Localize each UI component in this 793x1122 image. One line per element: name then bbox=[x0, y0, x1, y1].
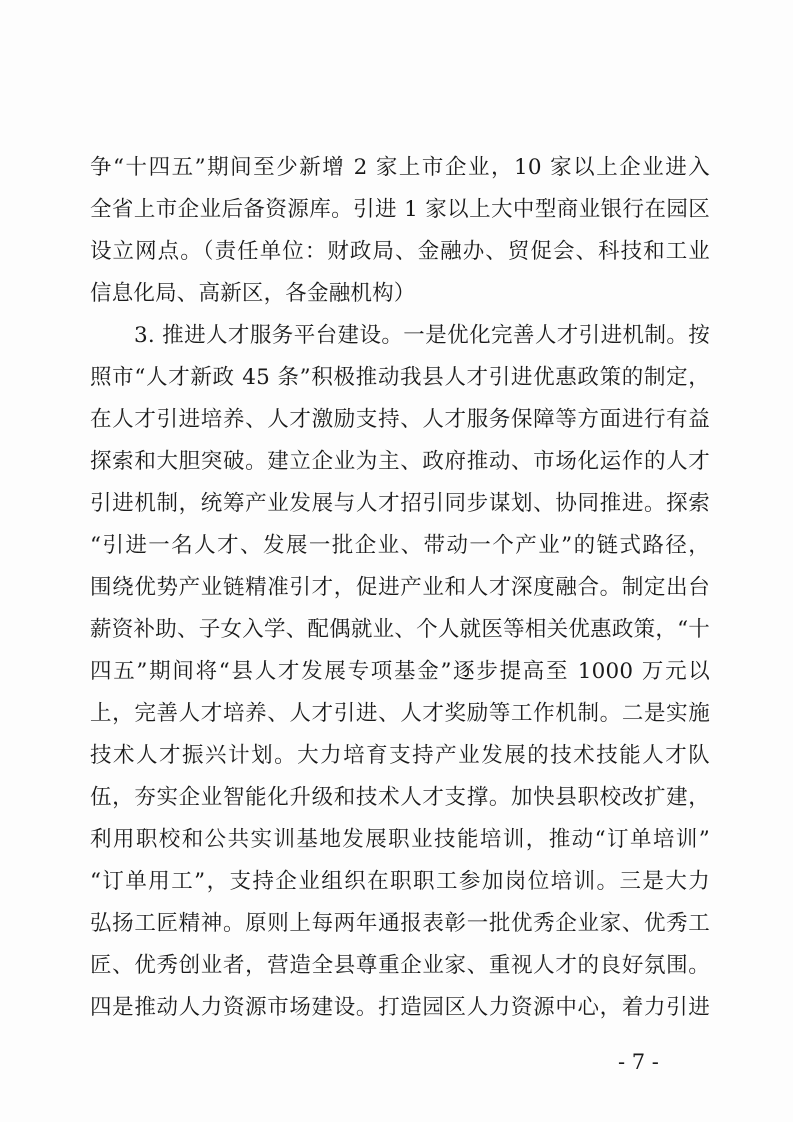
section-heading-line: 3. 推进人才服务平台建设。一是优化完善人才引进机制。按 bbox=[134, 323, 710, 348]
body-text-line: 四是推动人力资源市场建设。打造园区人力资源中心，着力引进 bbox=[90, 995, 710, 1020]
body-text-line: “订单用工”，支持企业组织在职职工参加岗位培训。三是大力 bbox=[90, 869, 710, 894]
body-text-line: 照市“人才新政 45 条”积极推动我县人才引进优惠政策的制定， bbox=[90, 365, 710, 390]
body-text-line: 薪资补助、子女入学、配偶就业、个人就医等相关优惠政策，“十 bbox=[90, 617, 710, 642]
body-text-line: 在人才引进培养、人才激励支持、人才服务保障等方面进行有益 bbox=[90, 407, 710, 432]
body-text-line: 设立网点。（责任单位：财政局、金融办、贸促会、科技和工业 bbox=[90, 239, 710, 264]
body-text-line: 争“十四五”期间至少新增 2 家上市企业，10 家以上企业进入 bbox=[90, 155, 710, 180]
body-text-line: 全省上市企业后备资源库。引进 1 家以上大中型商业银行在园区 bbox=[90, 197, 710, 222]
body-text-line: 四五”期间将“县人才发展专项基金”逐步提高至 1000 万元以 bbox=[90, 659, 710, 684]
body-text-line: 信息化局、高新区，各金融机构） bbox=[90, 281, 416, 306]
body-text-line: 弘扬工匠精神。原则上每两年通报表彰一批优秀企业家、优秀工 bbox=[90, 911, 710, 936]
body-text-line: 利用职校和公共实训基地发展职业技能培训，推动“订单培训” bbox=[90, 827, 710, 852]
body-text-line: 匠、优秀创业者，营造全县尊重企业家、重视人才的良好氛围。 bbox=[90, 953, 710, 978]
body-text-line: 伍，夯实企业智能化升级和技术人才支撑。加快县职校改扩建， bbox=[90, 785, 710, 810]
body-text-line: 探索和大胆突破。建立企业为主、政府推动、市场化运作的人才 bbox=[90, 449, 710, 474]
page-number: - 7 - bbox=[618, 1050, 659, 1074]
body-text-line: 引进机制，统筹产业发展与人才招引同步谋划、协同推进。探索 bbox=[90, 491, 710, 516]
body-text-line: 上，完善人才培养、人才引进、人才奖励等工作机制。二是实施 bbox=[90, 701, 710, 726]
body-text-line: 围绕优势产业链精准引才，促进产业和人才深度融合。制定出台 bbox=[90, 575, 710, 600]
body-text-line: 技术人才振兴计划。大力培育支持产业发展的技术技能人才队 bbox=[90, 743, 710, 768]
body-text-line: “引进一名人才、发展一批企业、带动一个产业”的链式路径， bbox=[90, 533, 710, 558]
